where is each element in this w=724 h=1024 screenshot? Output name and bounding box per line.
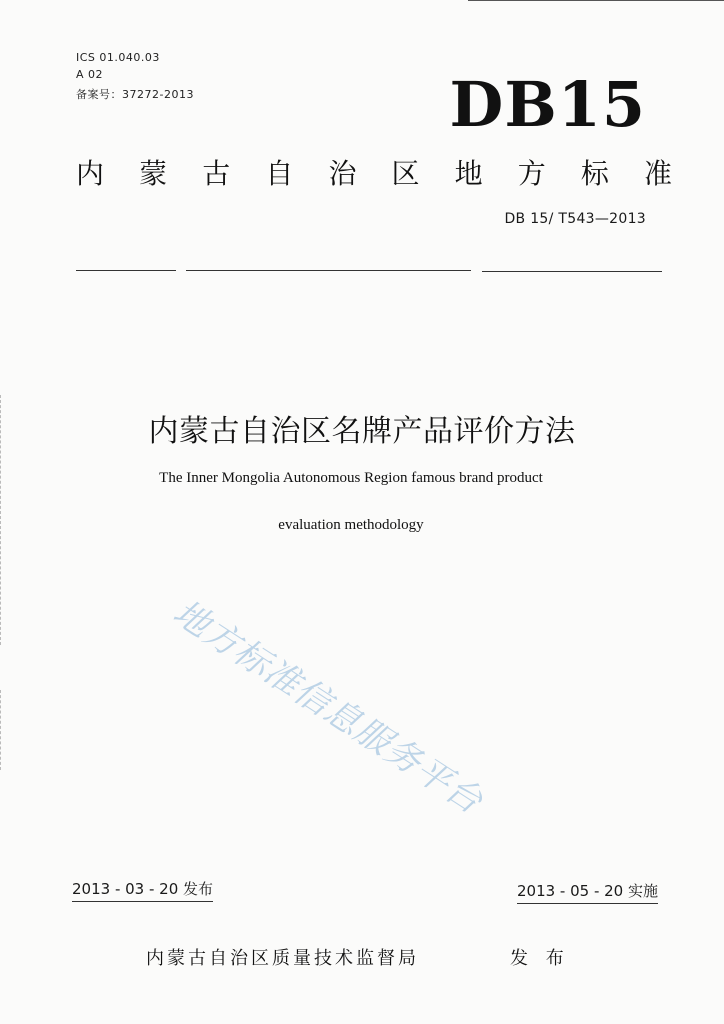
standard-level-char: 自 [265, 157, 294, 190]
standard-level-char: 古 [202, 157, 231, 190]
standard-level-char: 蒙 [139, 157, 168, 190]
issue-label: 发 布 [510, 948, 570, 969]
standard-level-char: 方 [517, 157, 546, 190]
standard-level-char: 准 [643, 157, 672, 190]
implementation-date: 2013 - 05 - 20 实施 [517, 880, 658, 904]
issuing-authority: 内蒙古自治区质量技术监督局 [146, 948, 419, 969]
standard-level-char: 地 [454, 157, 483, 190]
standard-logo: DB15 [449, 68, 646, 141]
document-title-english-line2: evaluation methodology [278, 517, 424, 533]
watermark: 地方标准信息服务平台 [165, 592, 490, 823]
standard-level-char: 区 [391, 157, 420, 190]
standard-number: DB 15/ T543—2013 [504, 211, 646, 227]
standard-level-char: 治 [328, 157, 357, 190]
ics-code: ICS 01.040.03 [76, 51, 160, 64]
issue-date: 2013 - 03 - 20 发布 [72, 878, 213, 902]
document-title-english-line1: The Inner Mongolia Autonomous Region famous brand product [159, 470, 543, 486]
standard-level-char: 内 [76, 157, 105, 190]
divider [76, 270, 176, 271]
binding-edge-marks [0, 690, 2, 770]
standard-level-char: 标 [580, 157, 609, 190]
classification-code: A 02 [76, 68, 104, 81]
document-title-chinese: 内蒙古自治区名牌产品评价方法 [148, 414, 576, 449]
divider [186, 270, 471, 271]
divider [482, 271, 662, 272]
top-border-line [468, 0, 724, 1]
standard-level-heading [76, 154, 672, 194]
record-number: 备案号：37272-2013 [76, 88, 194, 101]
